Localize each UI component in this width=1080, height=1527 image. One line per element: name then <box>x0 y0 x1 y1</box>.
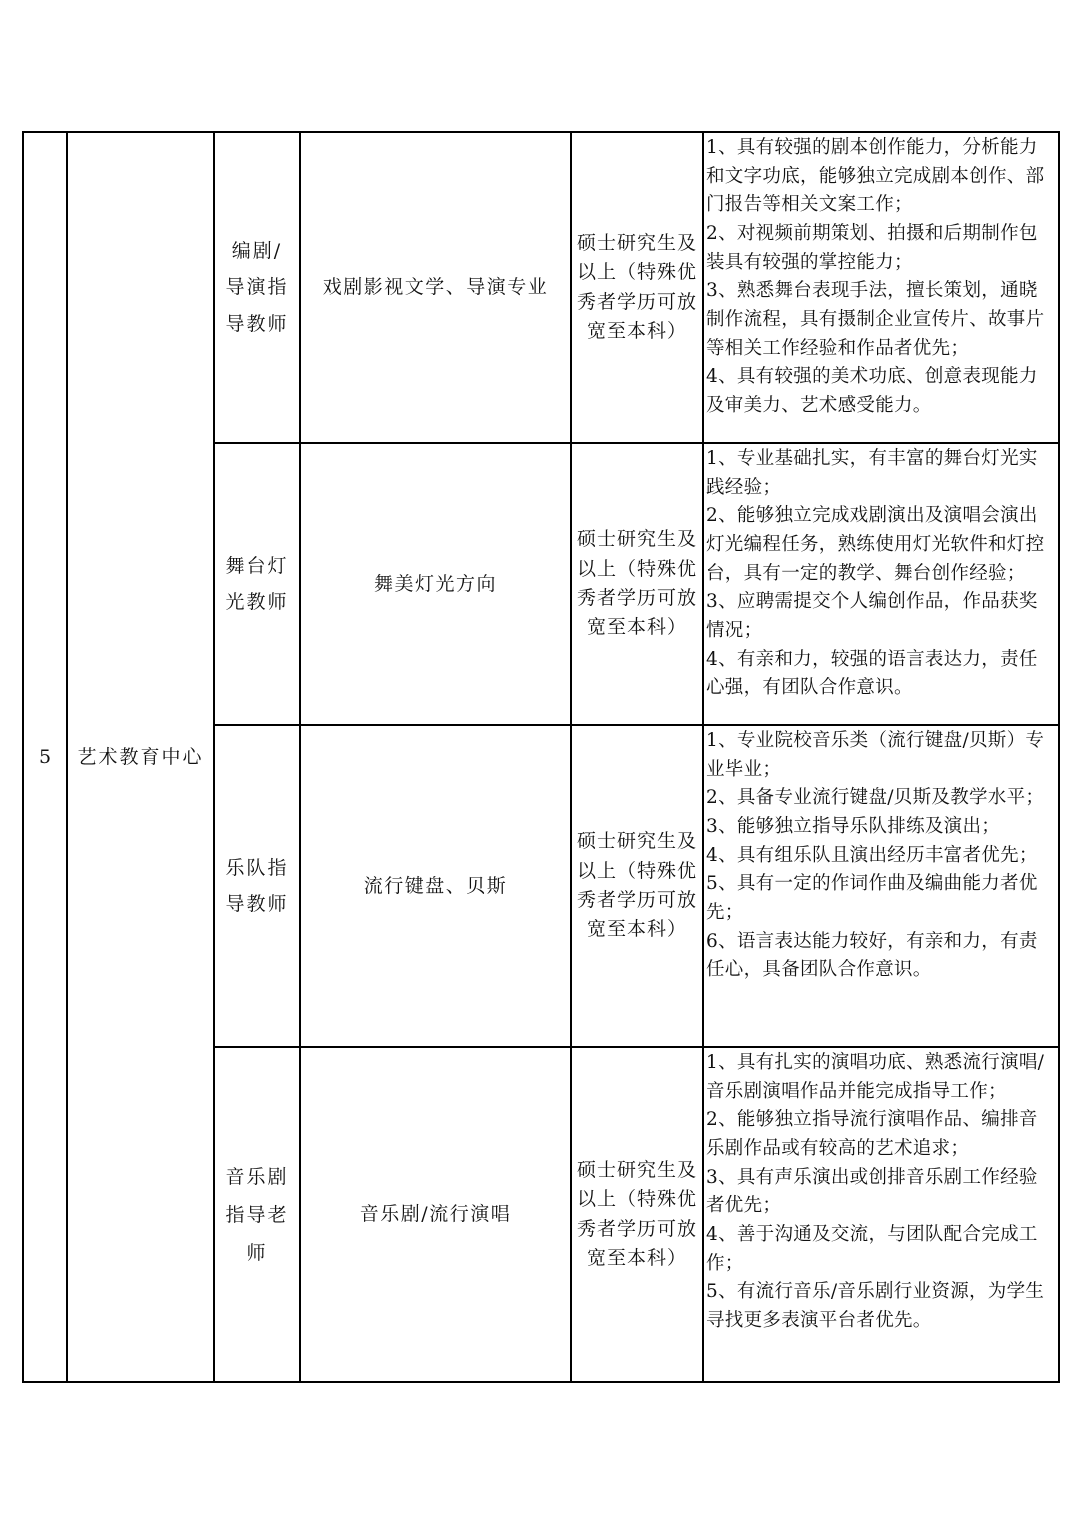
major-cell <box>300 725 571 1047</box>
requirement-item: 4、具有较强的美术功底、创意表现能力及审美力、艺术感受能力。 <box>706 366 1038 417</box>
requirement-item: 4、有亲和力，较强的语言表达力，责任心强，有团队合作意识。 <box>706 648 1038 699</box>
requirement-item: 4、具有组乐队且演出经历丰富者优先； <box>706 844 1038 866</box>
major-text: 音乐剧/流行演唱 <box>359 1203 512 1226</box>
requirement-item: 1、专业基础扎实，有丰富的舞台灯光实践经验； <box>706 448 1038 498</box>
requirement-item: 2、具备专业流行键盘/贝斯及教学水平； <box>706 787 1045 809</box>
major-text: 流行键盘、贝斯 <box>363 874 508 897</box>
requirement-item: 1、具有扎实的演唱功底、熟悉流行演唱/音乐剧演唱作品并能完成指导工作； <box>706 1052 1045 1102</box>
requirement-item: 3、熟悉舞台表现手法，擅长策划，通晓制作流程，具有摄制企业宣传片、故事片等相关工作经验和作品者优先； <box>706 280 1045 359</box>
requirement-item: 3、应聘需提交个人编创作品，作品获奖情况； <box>706 591 1038 642</box>
degree-text: 硕士研究生及以上（特殊优秀者学历可放宽至本科） <box>576 830 697 941</box>
requirement-item: 1、具有较强的剧本创作能力，分析能力和文字功底，能够独立完成剧本创作、部门报告等相关文案工作； <box>706 137 1045 216</box>
position-title-cell <box>214 725 300 1047</box>
requirement-item: 2、能够独立指导流行演唱作品、编排音乐剧作品或有较高的艺术追求； <box>706 1109 1038 1160</box>
degree-cell <box>571 443 703 725</box>
position-title-cell <box>214 1047 300 1382</box>
requirements-cell <box>703 443 1059 725</box>
degree-text: 硕士研究生及以上（特殊优秀者学历可放宽至本科） <box>576 1158 697 1269</box>
major-text: 戏剧影视文学、导演专业 <box>322 276 549 299</box>
degree-text: 硕士研究生及以上（特殊优秀者学历可放宽至本科） <box>576 231 697 342</box>
degree-cell <box>571 1047 703 1382</box>
requirement-item: 3、能够独立指导乐队排练及演出； <box>706 816 1001 838</box>
position-title-cell <box>214 443 300 725</box>
recruitment-table <box>22 131 1060 1383</box>
department-name: 艺术教育中心 <box>77 745 204 768</box>
requirement-item: 5、具有一定的作词作曲及编曲能力者优先； <box>706 873 1038 924</box>
requirement-item: 3、具有声乐演出或创排音乐剧工作经验者优先； <box>706 1166 1038 1217</box>
major-cell <box>300 1047 571 1382</box>
major-cell <box>300 132 571 443</box>
position-title-cell <box>214 132 300 443</box>
degree-cell <box>571 132 703 443</box>
requirements-cell <box>703 132 1059 443</box>
requirement-item: 4、善于沟通及交流，与团队配合完成工作； <box>706 1224 1038 1274</box>
position-title: 乐队指导教师 <box>225 856 289 915</box>
major-text: 舞美灯光方向 <box>373 572 497 595</box>
table-row <box>23 132 1059 443</box>
department-cell <box>67 132 214 1382</box>
position-title: 舞台灯光教师 <box>225 554 289 613</box>
requirements-cell <box>703 1047 1059 1382</box>
position-title: 编剧/导演指导教师 <box>225 240 289 335</box>
requirement-item: 2、对视频前期策划、拍摄和后期制作包装具有较强的掌控能力； <box>706 223 1038 273</box>
row-number-cell <box>23 132 67 1382</box>
requirement-item: 2、能够独立完成戏剧演出及演唱会演出灯光编程任务，熟练使用灯光软件和灯控台，具有一定的教学、舞台创作经验； <box>706 505 1045 584</box>
degree-cell <box>571 725 703 1047</box>
requirements-cell <box>703 725 1059 1047</box>
major-cell <box>300 443 571 725</box>
degree-text: 硕士研究生及以上（特殊优秀者学历可放宽至本科） <box>576 528 697 639</box>
requirement-item: 1、专业院校音乐类（流行键盘/贝斯）专业毕业； <box>706 730 1045 780</box>
requirement-item: 6、语言表达能力较好，有亲和力，有责任心，具备团队合作意识。 <box>706 930 1038 981</box>
position-title: 音乐剧指导老师 <box>225 1165 289 1264</box>
row-number: 5 <box>38 745 52 768</box>
requirement-item: 5、有流行音乐/音乐剧行业资源，为学生寻找更多表演平台者优先。 <box>706 1281 1045 1332</box>
